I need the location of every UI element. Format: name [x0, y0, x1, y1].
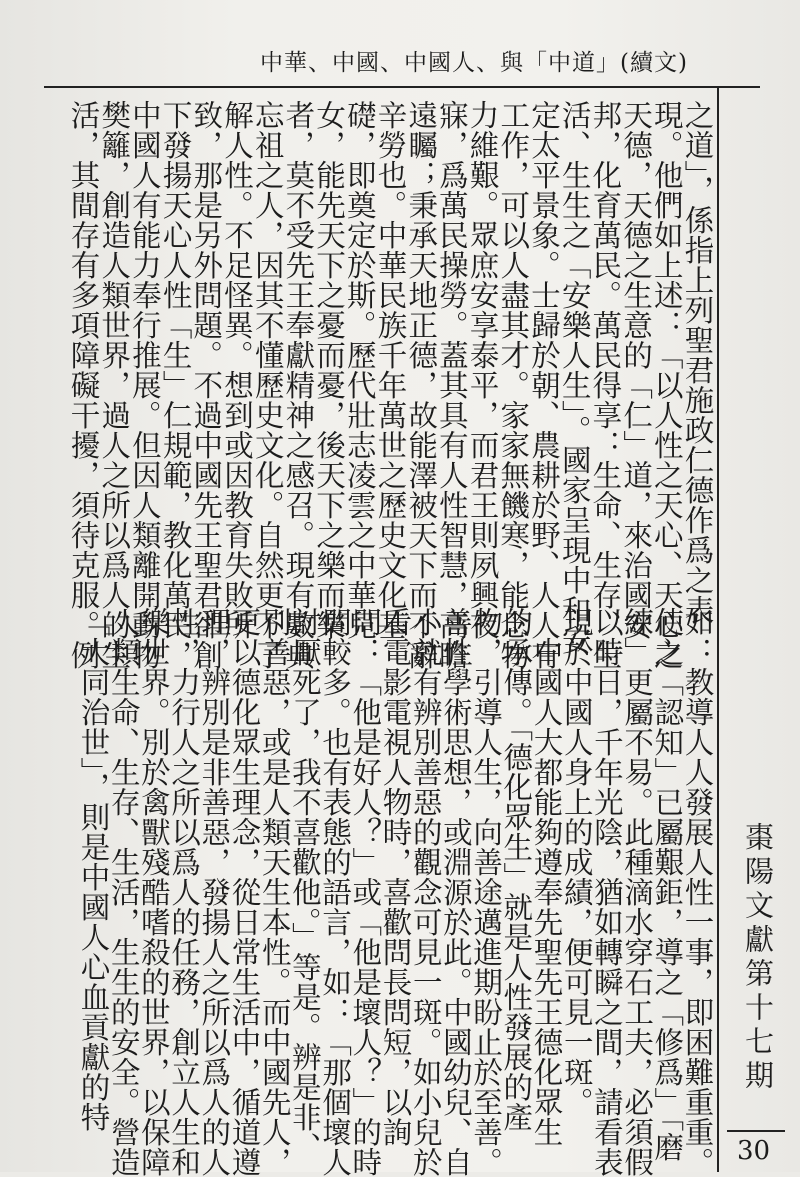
text-column: 物，引導人生，向善途邁進期盼止於至善。: [469, 607, 504, 1177]
text-column: 樂世界。別於禽獸殘酷嗜殺的世界，以保障: [136, 607, 171, 1177]
text-column: 善性學術思想，或淵源於此。中國幼兒、自: [438, 607, 473, 1177]
text-column: 理，辨別是非善惡，發揚人之所以爲人的人: [197, 607, 232, 1177]
text-column: 看電影電視人物時，喜歡問長問短，以詢: [378, 607, 413, 1147]
text-column: 忘祖之人，因其不懂歷史文化。自然更不了: [250, 100, 285, 670]
text-column: 下發揚天心人性「生」仁規範，教化萬民，: [158, 100, 193, 670]
text-column: 女，能先天下之憂而憂，後天下之樂而樂: [312, 100, 347, 640]
text-column: 辛勞也。中華民族千年萬世之歷史文化基: [373, 100, 408, 640]
text-column: 如：教導人人發展人性一事，即困難重重。: [680, 607, 715, 1177]
text-column: 現。他們如上述：「以人性之天心、天心之: [649, 100, 684, 670]
text-column: 遠矚；秉承天地正德，故能澤被天下而不辭: [404, 100, 439, 670]
header-rule: [44, 86, 760, 88]
text-column: 致，那是另外問題。不過中國先王聖君卻創: [189, 100, 224, 670]
page-number-rule: [727, 1130, 785, 1132]
text-column: 寐，爲萬民操勞。蓋其具有人性智慧，高瞻: [434, 100, 469, 670]
text-column: 間較多。也有表態的語言，如：「那個壞人: [318, 607, 353, 1177]
text-column: 邦，化育萬民。萬民得享：生命、生存、生: [588, 100, 623, 670]
text-column: 以時日，千年光陰，猶如轉瞬之間，請看表: [589, 607, 624, 1177]
text-column: 中國人有能力奉行推展。但因人類離開動物: [127, 100, 162, 670]
text-column: 力維艱。眾庶安享泰平，而君王則夙興夜: [465, 100, 500, 640]
text-column: 活，其間存有多項障礙干擾，須待克服。例: [66, 100, 101, 670]
text-column: 定太平景象。士歸於朝、農耕於野、人人有: [527, 100, 561, 670]
text-column: 解人性。不足怪異。想到或因教育失敗所: [220, 100, 254, 640]
text-column: 活、生生之「安樂人生」。國家呈現中和安: [557, 100, 592, 656]
text-column: 之道」，係指上列聖君施政仁德作爲之表: [680, 100, 715, 626]
text-column: 天德，天德之生意的「仁」道，來治國安: [619, 100, 654, 640]
text-column: 人類生命、生存、生活，生生的安全。營造: [106, 607, 141, 1177]
text-column: 礎，即奠定於斯。歷代壯志凌雲之中華兒: [342, 100, 377, 640]
text-column: 工作，可以人盡其才。家家無饑寒，能念物: [496, 100, 531, 670]
page-number: 30: [737, 1136, 771, 1166]
text-column: 現於中國人身上的成績，便可見一斑。: [559, 607, 594, 1117]
text-column: 問：「他是好人？」或「他是壞人？」的時: [348, 607, 383, 1177]
running-header-title: 中華、中國、中國人、與「中道」(續文): [260, 50, 688, 76]
text-column: 更以德化眾生理念，從日常生活中，循道遵: [227, 607, 262, 1177]
text-column: 的承傳。「德化眾生」就是人性發展的產: [499, 607, 534, 1133]
text-column: 使之「認知」已屬艱鉅，導之「修爲」「磨: [650, 607, 685, 1163]
text-column: 別善惡，或是人類天生本性。而中國先人，: [257, 607, 292, 1177]
text-column: 樊籬，創造人類世界，過人之所以爲人的生: [97, 100, 132, 670]
text-column: 「大同治世」，則是中國人心血貢獻的特: [76, 607, 111, 1133]
text-column: 性，力行人之所以爲人的任務，創立人生和: [167, 607, 202, 1177]
text-column: 中國人大都能夠遵奉先聖先王德化眾生: [529, 607, 564, 1147]
text-column: 者，莫不受先王奉獻精神之感召。現有數典: [281, 100, 316, 670]
side-rule: [717, 87, 719, 1172]
text-column: 小就有辨別善惡的觀念可見一斑。如小兒於: [408, 607, 443, 1177]
text-column: 練」更屬不易。此種滴水穿石工夫，必須假: [620, 607, 655, 1177]
journal-name: 棗陽文獻第十七期: [741, 822, 775, 1094]
text-column: 討厭死了，我不喜歡他。」等是。辨是非、: [287, 607, 322, 1163]
